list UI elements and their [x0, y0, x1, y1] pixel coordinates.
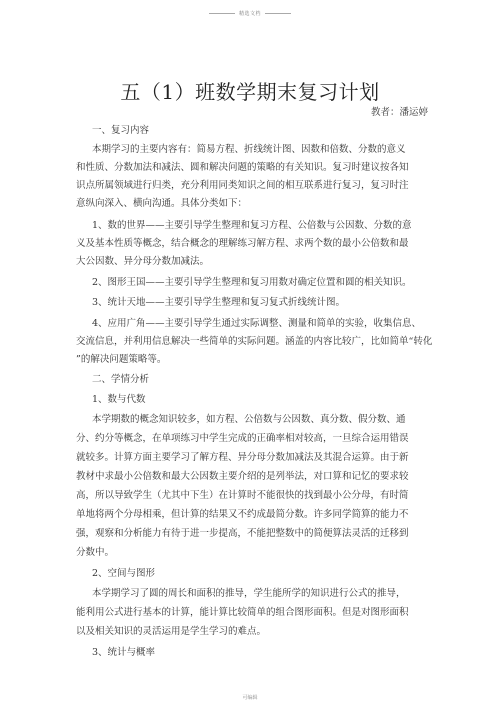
paragraph-line: 4、应用广角——主要引导学生通过实际调整、测量和简单的实验，收集信息、 — [92, 318, 422, 329]
page-footer: 可编辑 — [242, 695, 258, 701]
paragraph-line: 义及基本性质等概念，结合概念的理解练习解方程、求两个数的最小公倍数和最 — [76, 238, 409, 249]
section-heading: 一、复习内容 — [92, 125, 150, 136]
subsection-heading: 1、数与代数 — [92, 394, 146, 405]
paragraph-line: 分、约分等概念，在单项练习中学生完成的正确率相对较高，一旦综合运用错误 — [76, 433, 409, 444]
doc-author: 教者：潘运婷 — [370, 107, 428, 118]
header-text: 精选文档 — [238, 11, 261, 17]
paragraph-line: 能利用公式进行基本的计算，能计算比较简单的组合图形面积。但是对图形面积 — [76, 607, 409, 618]
paragraph-line: 3、统计天地——主要引导学生整理和复习复式折线统计图。 — [92, 297, 346, 308]
paragraph-line: 分数中。 — [76, 547, 115, 558]
subsection-heading: 2、空间与图形 — [92, 568, 156, 579]
paragraph-line: 强，观察和分析能力有待于进一步提高，不能把整数中的简便算法灵活的迁移到 — [76, 528, 409, 539]
paragraph-line: 大公因数、异分母分数加减法。 — [76, 256, 210, 267]
paragraph-line: 教材中求最小公倍数和最大公因数主要介绍的是列举法，对口算和记忆的要求较 — [76, 471, 409, 482]
paragraph-line: 本学期学习了圆的周长和面积的推导，学生能所学的知识进行公式的推导， — [92, 588, 406, 599]
subsection-heading: 3、统计与概率 — [92, 647, 156, 658]
paragraph-line: 1、数的世界——主要引导学生整理和复习方程、公倍数与公因数、分数的意 — [92, 220, 412, 231]
page-header — [0, 10, 500, 17]
paragraph-line: 高，所以导致学生（尤其中下生）在计算时不能很快的找到最小公分母，有时简 — [76, 490, 409, 501]
paragraph-line: 2、图形王国——主要引导学生整理和复习用数对确定位置和圆的相关知识。 — [92, 277, 412, 288]
section-heading: 二、学情分析 — [92, 374, 150, 385]
paragraph-line: 单地将两个分母相乘，但计算的结果又不约成最简分数。许多同学简算的能力不 — [76, 509, 409, 520]
header-rule-left — [209, 13, 235, 14]
paragraph-line: 就较多。计算方面主要学习了解方程、异分母分数加减法及其混合运算。由于新 — [76, 452, 409, 463]
paragraph-line: ”的解决问题策略等。 — [76, 354, 167, 365]
paragraph-line: 以及相关知识的灵活运用是学生学习的难点。 — [76, 626, 267, 637]
paragraph-line: 本期学习的主要内容有：简易方程、折线统计图、因数和倍数、分数的意义 — [92, 144, 406, 155]
doc-title: 五（1）班数学期末复习计划 — [120, 80, 380, 104]
paragraph-line: 和性质、分数加法和减法、圆和解决问题的策略的有关知识。复习时建议按各知 — [76, 162, 409, 173]
paragraph-line: 识点所属领域进行归类，充分利用同类知识之间的相互联系进行复习，复习时注 — [76, 180, 409, 191]
header-rule-right — [265, 13, 291, 14]
paragraph-line: 本学期数的概念知识较多，如方程、公倍数与公因数、真分数、假分数、通 — [92, 414, 406, 425]
paragraph-line: 意纵向深入、横向沟通。具体分类如下： — [76, 198, 248, 209]
paragraph-line: 交流信息，并利用信息解决一些简单的实际问题。涵盖的内容比较广，比如简单“转化 — [76, 336, 433, 347]
